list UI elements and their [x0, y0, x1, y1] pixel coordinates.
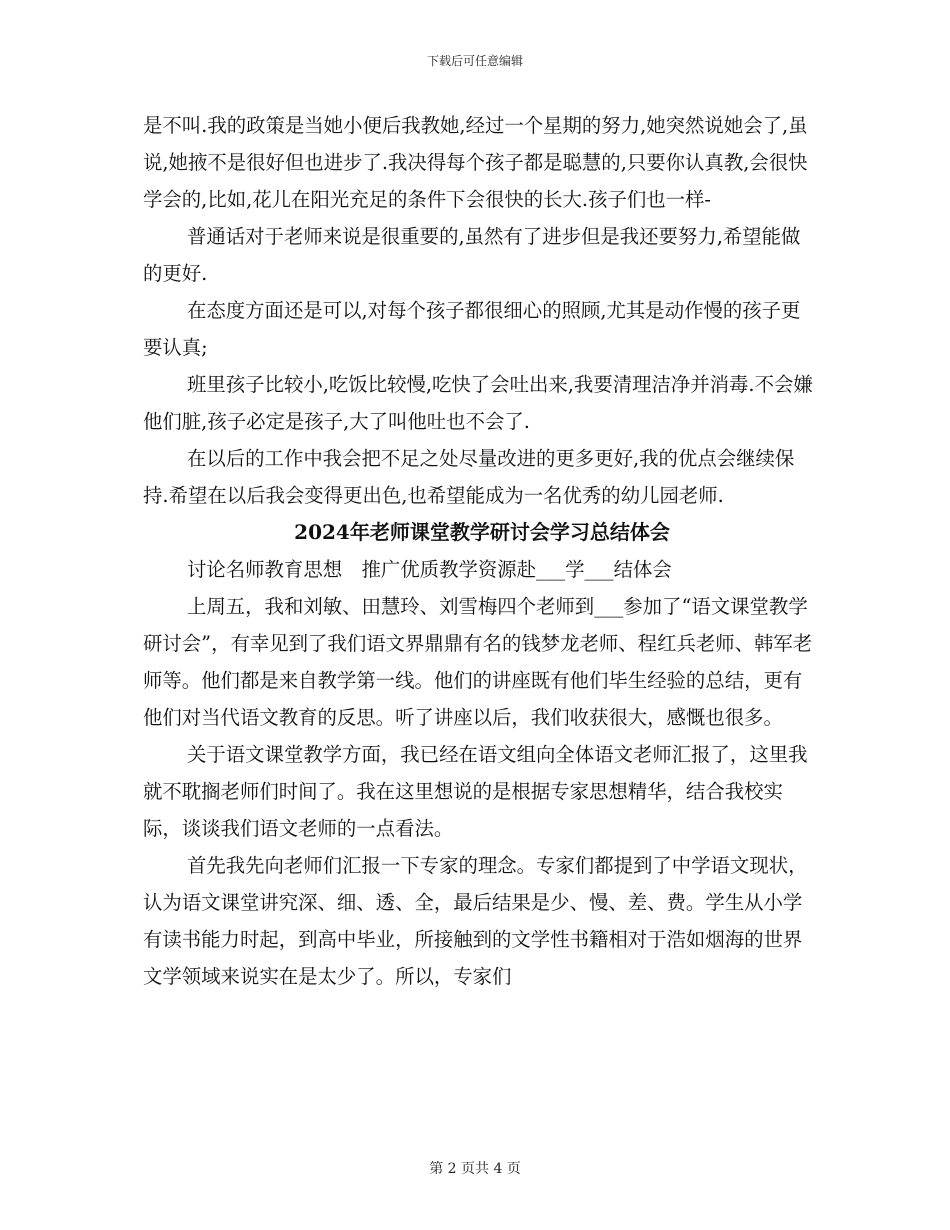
subtitle-line: 讨论名师教育思想 推广优质教学资源赴___学___结体会	[187, 558, 672, 581]
paragraph: 是不叫.我的政策是当她小便后我教她,经过一个星期的努力,她突然说她会了,虽说,她掖不是很好但也进步了.我决得每个孩子都是聪慧的,只要你认真教,会很快学会的,比如,花儿在阳光充足的条件下会很快的长大.孩子们也一样-	[143, 114, 808, 211]
paragraph: 首先我先向老师们汇报一下专家的理念。专家们都提到了中学语文现状，认为语文课堂讲究深、细、透、全，最后结果是少、慢、差、费。学生从小学有读书能力时起，到高中毕业，所接触到的文学性书籍相对于浩如烟海的世界文学领域来说实在是太少了。所以，专家们	[143, 854, 808, 988]
section-title: 2024年老师课堂教学研讨会学习总结体会	[294, 520, 670, 544]
paragraph: 在以后的工作中我会把不足之处尽量改进的更多更好,我的优点会继续保持.希望在以后我会变得更出色,也希望能成为一名优秀的幼儿园老师.	[143, 447, 795, 507]
page-footer: 第 2 页共 4 页	[429, 1161, 521, 1177]
paragraph: 普通话对于老师来说是很重要的,虽然有了进步但是我还要努力,希望能做的更好.	[143, 225, 801, 285]
document-body	[143, 107, 813, 995]
paragraph: 在态度方面还是可以,对每个孩子都很细心的照顾,尤其是动作慢的孩子更要认真;	[143, 299, 801, 359]
paragraph: 班里孩子比较小,吃饭比较慢,吃快了会吐出来,我要清理洁净并消毒.不会嫌他们脏,孩子必定是孩子,大了叫他吐也不会了.	[143, 373, 813, 433]
paragraph: 关于语文课堂教学方面，我已经在语文组向全体语文老师汇报了，这里我就不耽搁老师们时间了。我在这里想说的是根据专家思想精华，结合我校实际，谈谈我们语文老师的一点看法。	[143, 743, 808, 840]
paragraph: 上周五，我和刘敏、田慧玲、刘雪梅四个老师到___参加了“语文课堂教学研讨会”，有幸见到了我们语文界鼎鼎有名的钱梦龙老师、程红兵老师、韩军老师等。他们都是来自教学第一线。他们的讲座既有他们毕生经验的总结，更有他们对当代语文教育的反思。听了讲座以后，我们收获很大，感慨也很多。	[143, 595, 813, 729]
page-header: 下载后可任意编辑	[426, 54, 523, 68]
